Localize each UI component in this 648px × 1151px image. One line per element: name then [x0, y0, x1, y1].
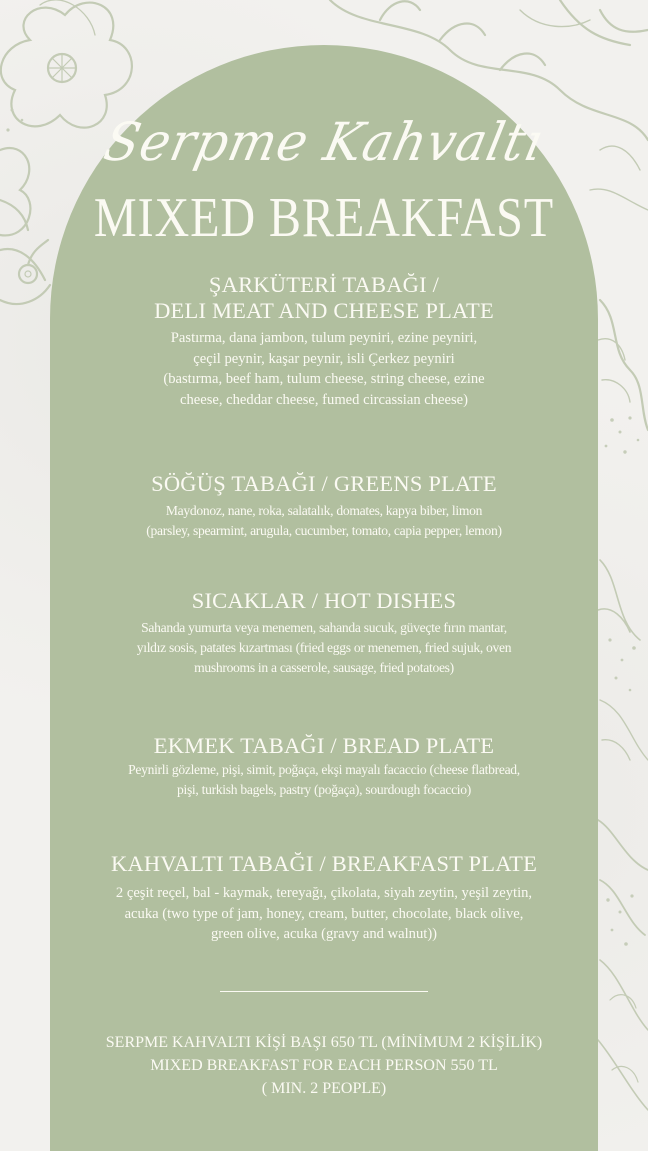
script-title: Serpme Kahvaltı	[98, 111, 550, 173]
menu-section-bread-plate	[50, 733, 598, 800]
menu-section-breakfast-plate	[50, 851, 598, 945]
section-description: Peynirli gözleme, pişi, simit, poğaça, ekşi mayalı facaccio (cheese flatbread, pişi, turkish bagels, pastry (poğaça), sourdough focaccio)	[128, 762, 520, 797]
divider-line	[220, 991, 428, 992]
section-title: EKMEK TABAĞI / BREAD PLATE	[153, 733, 495, 758]
price-footer: SERPME KAHVALTI KİŞİ BAŞI 650 TL (MİNİMUM 2 KİŞİLİK) MIXED BREAKFAST FOR EACH PERSON 550 TL ( MIN. 2 PEOPLE)	[105, 1034, 543, 1097]
section-title: SÖĞÜŞ TABAĞI / GREENS PLATE	[151, 471, 497, 496]
menu-section-deli-plate	[50, 272, 598, 410]
menu-section-hot-dishes	[50, 588, 598, 678]
section-title: SICAKLAR / HOT DISHES	[191, 588, 457, 613]
main-title: MIXED BREAKFAST	[93, 187, 555, 249]
section-description: 2 çeşit reçel, bal - kaymak, tereyağı, çikolata, siyah zeytin, yeşil zeytin, acuka (two type of jam, honey, cream, butter, chocolate, black olive, green olive, acuka (gravy and walnut))	[115, 885, 533, 942]
section-description: Maydonoz, nane, roka, salatalık, domates, kapya biber, limon (parsley, spearmint, arugula, cucumber, tomato, capia pepper, lemon)	[146, 503, 502, 538]
section-description: Sahanda yumurta veya menemen, sahanda sucuk, güveçte fırın mantar, yıldız sosis, patates kızartması (fried eggs or menemen, fried sujuk, oven mushrooms in a casserole, sausage, fried potatoes)	[136, 620, 512, 675]
section-description: Pastırma, dana jambon, tulum peyniri, ezine peyniri, çeçil peynir, kaşar peynir, isli Çerkez peyniri (bastırma, beef ham, tulum cheese, string cheese, ezine cheese, cheddar cheese, fumed circassian cheese)	[163, 330, 485, 408]
menu-section-greens-plate	[50, 471, 598, 541]
section-title: ŞARKÜTERİ TABAĞI / DELI MEAT AND CHEESE PLATE	[154, 272, 494, 323]
section-title: KAHVALTI TABAĞI / BREAKFAST PLATE	[110, 851, 538, 876]
